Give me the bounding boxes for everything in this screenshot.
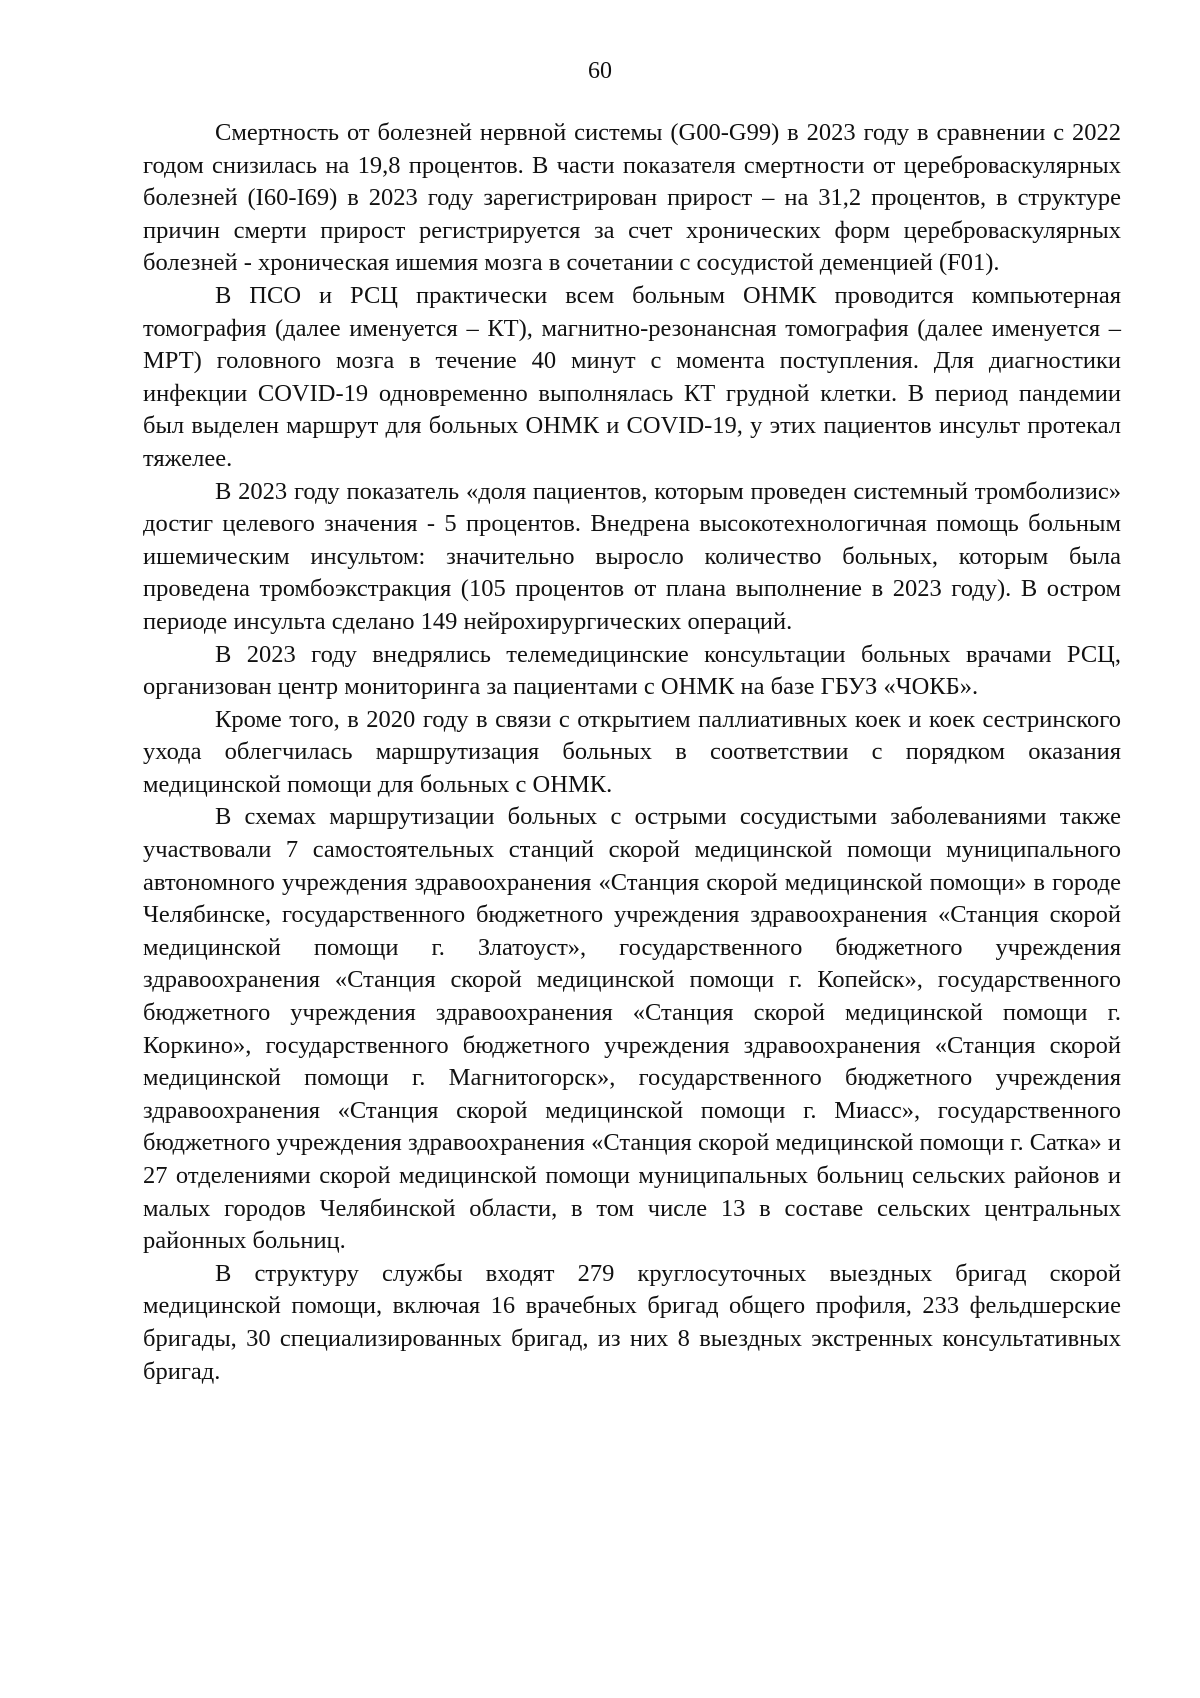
paragraph-nervous-system-mortality: Смертность от болезней нервной системы (G00-G99) в 2023 году в сравнении с 2022 годом снизилась на 19,8 процентов. В части показателя смертности от цереброваскулярных болезней (I60-I69) в 2023 году зарегистрирован прирост – на 31,2 процентов, в структуре причин смерти прирост регистрируется за счет хронических форм цереброваскулярных болезней - хроническая ишемия мозга в сочетании с сосудистой деменцией (F01). — [143, 119, 1121, 277]
paragraph-ct-mri-diagnostics: В ПСО и РСЦ практически всем больным ОНМК проводится компьютерная томография (далее именуется – КТ), магнитно-резонансная томография (далее именуется – МРТ) головного мозга в течение 40 минут с момента поступления. Для диагностики инфекции COVID-19 одновременно выполнялась КТ грудной клетки. В период пандемии был выделен маршрут для больных ОНМК и COVID-19, у этих пациентов инсульт протекал тяжелее. — [143, 281, 1121, 472]
page-number: 60 — [588, 58, 612, 84]
document-body — [143, 117, 1121, 1388]
paragraph-ambulance-stations: В схемах маршрутизации больных с острыми сосудистыми заболеваниями также участвовали 7 самостоятельных станций скорой медицинской помощи муниципального автономного учреждения здравоохранения «Станция скорой медицинской помощи» в городе Челябинске, государственного бюджетного учреждения здравоохранения «Станция скорой медицинской помощи г. Златоуст», государственного бюджетного учреждения здравоохранения «Станция скорой медицинской помощи г. Копейск», государственного бюджетного учреждения здравоохранения «Станция скорой медицинской помощи г. Коркино», государственного бюджетного учреждения здравоохранения «Станция скорой медицинской помощи г. Магнитогорск», государственного бюджетного учреждения здравоохранения «Станция скорой медицинской помощи г. Миасс», государственного бюджетного учреждения здравоохранения «Станция скорой медицинской помощи г. Сатка» и 27 отделениями скорой медицинской помощи муниципальных больниц сельских районов и малых городов Челябинской области, в том числе 13 в составе сельских центральных районных больниц. — [143, 803, 1121, 1255]
paragraph-palliative-beds: Кроме того, в 2020 году в связи с открытием паллиативных коек и коек сестринского ухода облегчилась маршрутизация больных в соответствии с порядком оказания медицинской помощи для больных с ОНМК. — [143, 705, 1121, 798]
paragraph-thrombolysis: В 2023 году показатель «доля пациентов, которым проведен системный тромболизис» достиг целевого значения - 5 процентов. Внедрена высокотехнологичная помощь больным ишемическим инсультом: значительно выросло количество больных, которым была проведена тромбоэкстракция (105 процентов от плана выполнение в 2023 году). В остром периоде инсульта сделано 149 нейрохирургических операций. — [143, 477, 1121, 635]
paragraph-telemedicine: В 2023 году внедрялись телемедицинские консультации больных врачами РСЦ, организован центр мониторинга за пациентами с ОНМК на базе ГБУЗ «ЧОКБ». — [143, 640, 1121, 701]
paragraph-ambulance-teams: В структуру службы входят 279 круглосуточных выездных бригад скорой медицинской помощи, включая 16 врачебных бригад общего профиля, 233 фельдшерские бригады, 30 специализированных бригад, из них 8 выездных экстренных консультативных бригад. — [143, 1259, 1121, 1385]
